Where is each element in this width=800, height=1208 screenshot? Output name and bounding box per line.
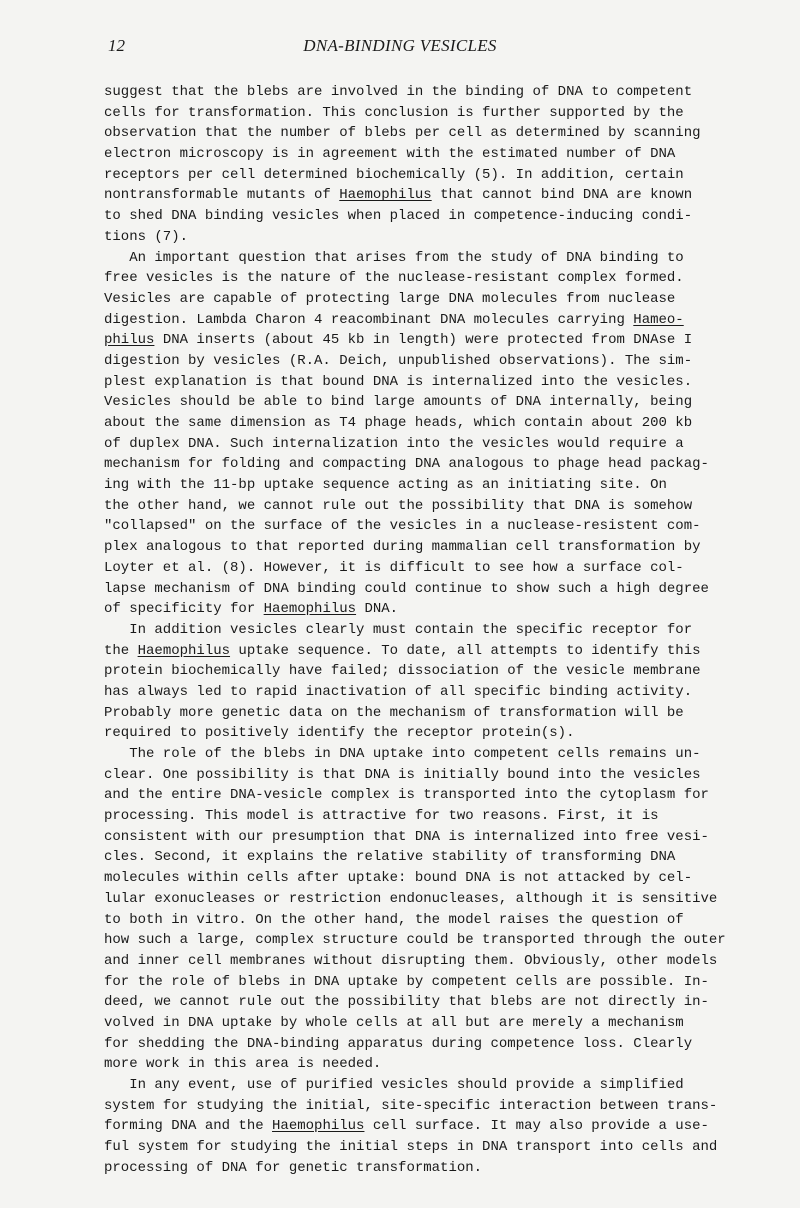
- text-line: [104, 785, 764, 806]
- text-run: receptors per cell determined biochemically (5). In addition, certain: [104, 166, 684, 183]
- text-run: about the same dimension as T4 phage heads, which contain about 200 kb: [104, 415, 693, 431]
- text-line: [104, 165, 764, 186]
- text-line: [104, 1054, 764, 1075]
- underlined-term: Hameo-: [633, 311, 684, 328]
- text-line: [104, 744, 764, 765]
- text-run: ful system for studying the initial steps in DNA transport into cells and: [104, 1139, 718, 1156]
- running-title: DNA-BINDING VESICLES: [303, 36, 497, 55]
- text-line: [104, 1096, 764, 1117]
- text-run: to both in vitro. On the other hand, the model raises the question of: [104, 911, 684, 928]
- text-line: [104, 889, 764, 910]
- text-run: that cannot bind DNA are known: [431, 187, 693, 204]
- text-line: [104, 1013, 764, 1034]
- text-line: [104, 330, 764, 351]
- text-run: consistent with our presumption that DNA is internalized into free vesi-: [104, 828, 709, 845]
- text-run: suggest that the blebs are involved in the binding of DNA to competent: [104, 84, 693, 100]
- text-run: for shedding the DNA-binding apparatus during competence loss. Clearly: [104, 1035, 693, 1052]
- underlined-term: Haemophilus: [272, 1118, 365, 1135]
- text-run: has always led to rapid inactivation of all specific binding activity.: [104, 683, 693, 700]
- text-line: [104, 144, 764, 165]
- text-line: [104, 1075, 764, 1096]
- text-line: [104, 661, 764, 682]
- text-run: for the role of blebs in DNA uptake by competent cells are possible. In-: [104, 973, 709, 990]
- text-line: [104, 537, 764, 558]
- text-line: [104, 289, 764, 310]
- text-line: [104, 392, 764, 413]
- text-run: deed, we cannot rule out the possibility that blebs are not directly in-: [104, 994, 709, 1011]
- text-line: [104, 827, 764, 848]
- text-line: [104, 558, 764, 579]
- text-line: [104, 123, 764, 144]
- text-run: cles. Second, it explains the relative stability of transforming DNA: [104, 849, 676, 866]
- text-run: Loyter et al. (8). However, it is difficult to see how a surface col-: [104, 559, 684, 576]
- text-line: [104, 268, 764, 289]
- text-run: nontransformable mutants of: [104, 187, 340, 204]
- text-run: clear. One possibility is that DNA is initially bound into the vesicles: [104, 766, 701, 783]
- text-run: In any event, use of purified vesicles should provide a simplified: [104, 1077, 684, 1093]
- text-run: DNA inserts (about 45 kb in length) were protected from DNAse I: [154, 332, 693, 349]
- text-run: cell surface. It may also provide a use-: [364, 1118, 709, 1135]
- text-run: tions (7).: [104, 228, 189, 245]
- body-text: [104, 82, 764, 1178]
- text-run: cells for transformation. This conclusion is further supported by the: [104, 104, 684, 121]
- text-line: [104, 496, 764, 517]
- text-run: In addition vesicles clearly must contain the specific receptor for: [104, 621, 693, 638]
- text-run: free vesicles is the nature of the nuclease-resistant complex formed.: [104, 270, 684, 287]
- text-run: electron microscopy is in agreement with the estimated number of DNA: [104, 146, 676, 163]
- text-line: [104, 310, 764, 331]
- text-run: and the entire DNA-vesicle complex is transported into the cytoplasm for: [104, 787, 709, 804]
- text-line: [104, 765, 764, 786]
- text-line: [104, 930, 764, 951]
- underlined-term: philus: [104, 332, 155, 349]
- text-run: system for studying the initial, site-specific interaction between trans-: [104, 1097, 718, 1114]
- text-line: [104, 682, 764, 703]
- text-line: [104, 351, 764, 372]
- text-line: [104, 703, 764, 724]
- text-line: [104, 847, 764, 868]
- text-run: DNA.: [356, 601, 399, 618]
- text-line: [104, 185, 764, 206]
- text-line: [104, 516, 764, 537]
- text-run: the other hand, we cannot rule out the possibility that DNA is somehow: [104, 497, 693, 514]
- text-run: of duplex DNA. Such internalization into the vesicles would require a: [104, 435, 684, 452]
- text-run: volved in DNA uptake by whole cells at all but are merely a mechanism: [104, 1014, 684, 1031]
- underlined-term: Haemophilus: [339, 187, 432, 204]
- text-line: [104, 868, 764, 889]
- text-run: lapse mechanism of DNA binding could continue to show such a high degree: [104, 580, 709, 597]
- text-line: [104, 579, 764, 600]
- text-line: [104, 1158, 764, 1179]
- text-run: protein biochemically have failed; dissociation of the vesicle membrane: [104, 663, 701, 680]
- text-line: [104, 1116, 764, 1137]
- text-line: [104, 599, 764, 620]
- text-line: [104, 248, 764, 269]
- text-line: [104, 372, 764, 393]
- text-run: lular exonucleases or restriction endonucleases, although it is sensitive: [104, 890, 718, 907]
- text-run: and inner cell membranes without disrupting them. Obviously, other models: [104, 952, 718, 969]
- text-line: [104, 82, 764, 103]
- text-run: of specificity for: [104, 601, 264, 618]
- text-run: The role of the blebs in DNA uptake into competent cells remains un-: [104, 746, 701, 762]
- text-run: plex analogous to that reported during mammalian cell transformation by: [104, 539, 701, 556]
- text-run: to shed DNA binding vesicles when placed in competence-inducing condi-: [104, 208, 693, 225]
- text-line: [104, 1034, 764, 1055]
- text-run: digestion by vesicles (R.A. Deich, unpublished observations). The sim-: [104, 352, 693, 369]
- text-line: [104, 806, 764, 827]
- text-run: observation that the number of blebs per cell as determined by scanning: [104, 125, 701, 142]
- text-run: how such a large, complex structure could be transported through the outer: [104, 932, 726, 949]
- text-run: An important question that arises from the study of DNA binding to: [104, 249, 684, 266]
- text-line: [104, 620, 764, 641]
- text-run: processing. This model is attractive for two reasons. First, it is: [104, 808, 659, 825]
- text-run: required to positively identify the receptor protein(s).: [104, 725, 575, 742]
- text-run: uptake sequence. To date, all attempts to identify this: [230, 642, 701, 659]
- text-line: [104, 910, 764, 931]
- text-run: ing with the 11-bp uptake sequence acting as an initiating site. On: [104, 477, 667, 494]
- page-number: 12: [108, 36, 125, 55]
- text-run: plest explanation is that bound DNA is internalized into the vesicles.: [104, 373, 693, 390]
- text-run: the: [104, 642, 138, 659]
- text-run: mechanism for folding and compacting DNA analogous to phage head packag-: [104, 456, 709, 473]
- text-run: processing of DNA for genetic transformation.: [104, 1159, 483, 1176]
- text-line: [104, 454, 764, 475]
- underlined-term: Haemophilus: [137, 642, 231, 659]
- text-line: [104, 413, 764, 434]
- text-run: "collapsed" on the surface of the vesicles in a nuclease-resistent com-: [104, 518, 701, 535]
- underlined-term: Haemophilus: [263, 601, 357, 618]
- text-line: [104, 206, 764, 227]
- text-line: [104, 723, 764, 744]
- text-line: [104, 641, 764, 662]
- text-run: forming DNA and the: [104, 1118, 273, 1135]
- text-line: [104, 992, 764, 1013]
- page-header: [0, 36, 800, 60]
- text-run: Vesicles should be able to bind large amounts of DNA internally, being: [104, 394, 693, 411]
- text-run: digestion. Lambda Charon 4 reacombinant DNA molecules carrying: [104, 311, 634, 328]
- text-line: [104, 434, 764, 455]
- text-line: [104, 951, 764, 972]
- text-line: [104, 1137, 764, 1158]
- text-line: [104, 227, 764, 248]
- text-run: Probably more genetic data on the mechanism of transformation will be: [104, 704, 684, 721]
- text-run: Vesicles are capable of protecting large DNA molecules from nuclease: [104, 290, 676, 307]
- text-run: more work in this area is needed.: [104, 1056, 382, 1073]
- text-line: [104, 475, 764, 496]
- text-line: [104, 103, 764, 124]
- text-line: [104, 972, 764, 993]
- text-run: molecules within cells after uptake: bound DNA is not attacked by cel-: [104, 870, 693, 887]
